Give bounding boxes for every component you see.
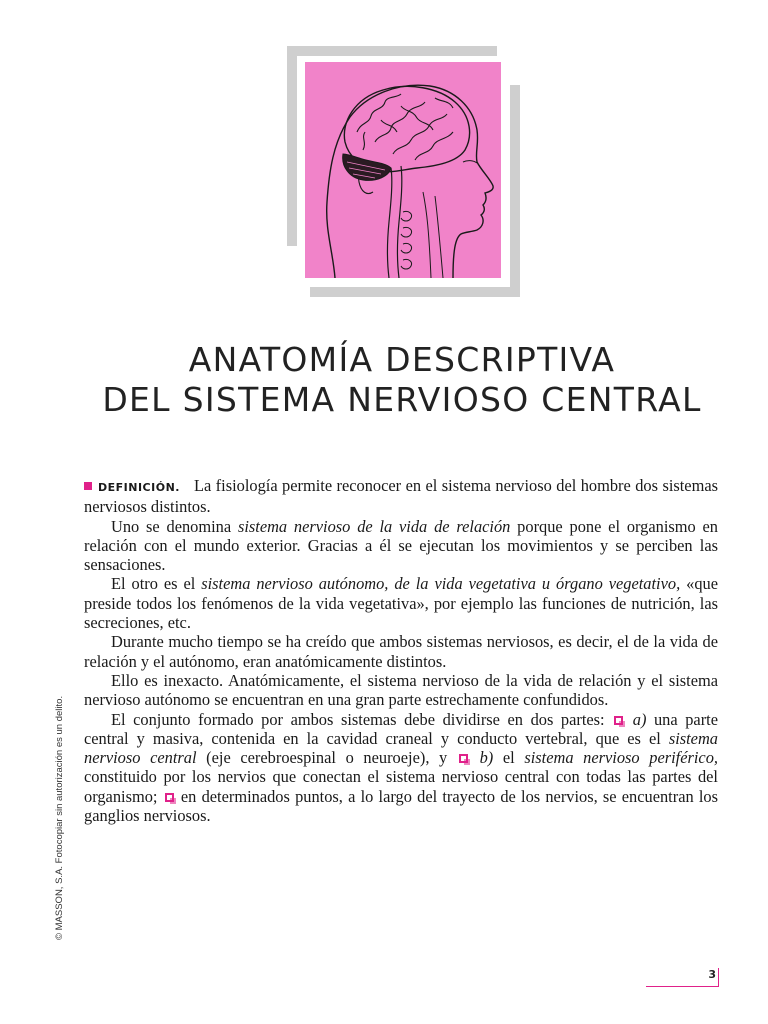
brain-head-profile-icon <box>305 62 501 278</box>
p6-text-b: una parte central y masiva, contenida en la cavidad craneal y conducto vertebral, que es el <box>84 709 718 748</box>
p3-text-a: El otro es el <box>111 574 202 594</box>
page-title <box>0 340 768 420</box>
lead-label: DEFINICIÓN. <box>98 481 180 494</box>
page-number: 3 <box>708 968 716 981</box>
paragraph-definition <box>84 476 718 517</box>
title-line-1: ANATOMÍA DESCRIPTIVA <box>188 340 616 379</box>
box-marker-icon <box>459 754 468 763</box>
paragraph-2 <box>84 517 718 575</box>
p2-text-a: Uno se denomina <box>111 516 238 536</box>
brain-head-illustration <box>305 62 501 278</box>
box-marker-icon <box>165 793 174 802</box>
p6-text-a: El conjunto formado por ambos sistemas debe dividirse en dos partes: <box>111 709 613 729</box>
p6-text-d: el <box>493 748 525 768</box>
marker-a: a) <box>632 709 647 729</box>
box-marker-icon <box>614 716 623 725</box>
body-text <box>84 476 718 825</box>
p6-text-e: constituido por los nervios que conectan el sistema nervioso central con todas las partes del organismo; <box>84 767 718 806</box>
page-number-rule-vertical <box>718 968 719 987</box>
paragraph-1-text: La fisiología permite reconocer en el sistema nervioso del hombre dos sistemas nerviosos distintos. <box>84 476 718 517</box>
paragraph-5: Ello es inexacto. Anatómicamente, el sistema nervioso de la vida de relación y el sistema nervioso autónomo se encuentran en una gran parte estrechamente confundidos. <box>84 670 718 710</box>
title-line-2: DEL SISTEMA NERVIOSO CENTRAL <box>102 380 702 419</box>
paragraph-3 <box>84 574 718 632</box>
p6-text-f: en determinados puntos, a lo largo del trayecto de los nervios, se encuentran los ganglios nerviosos. <box>84 786 718 826</box>
paragraph-6 <box>84 710 718 826</box>
p2-emphasis: sistema nervioso de la vida de relación <box>237 516 511 536</box>
p2-text-b: porque pone el organismo en relación con el mundo exterior. Gracias a él se ejecutan los movimientos y se perciben las sensaciones. <box>84 516 719 575</box>
page-number-rule <box>646 986 718 987</box>
p6-emphasis-2: sistema nervioso periférico, <box>524 748 718 768</box>
p3-emphasis: sistema nervioso autónomo, de la vida vegetativa u órgano vegetativo, <box>201 574 681 594</box>
square-bullet-icon <box>84 482 92 490</box>
p6-text-c: (eje cerebroespinal o neuroeje), y <box>196 748 457 768</box>
paragraph-4: Durante mucho tiempo se ha creído que ambos sistemas nerviosos, es decir, el de la vida de relación y el autónomo, eran anatómicamente distintos. <box>84 632 718 671</box>
p6-emphasis-1: sistema nervioso central <box>84 728 718 768</box>
marker-b: b) <box>479 748 494 768</box>
copyright-sidebar: © MASSON, S.A. Fotocopiar sin autorización es un delito. <box>54 695 65 940</box>
p3-text-b: «que preside todos los fenómenos de la vida vegetativa», por ejemplo las funciones de nutrición, las secreciones, etc. <box>84 574 718 633</box>
